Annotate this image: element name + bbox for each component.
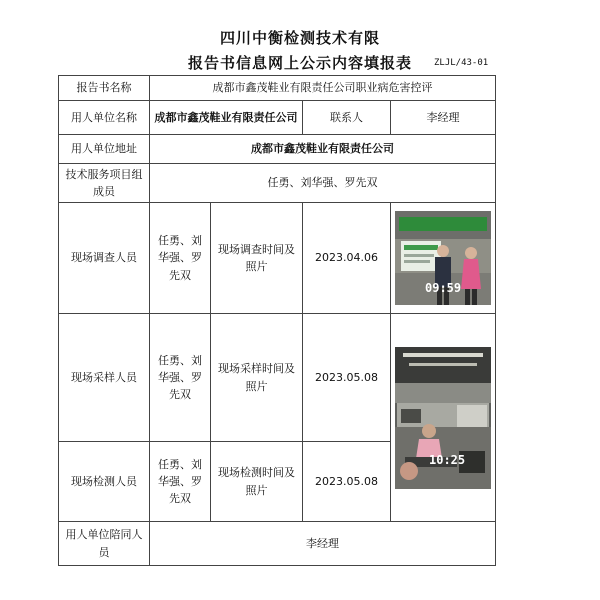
survey-date: 2023.04.06 xyxy=(303,203,391,314)
employer-value: 成都市鑫茂鞋业有限责任公司 xyxy=(150,101,303,135)
sampling-date: 2023.05.08 xyxy=(303,314,391,442)
testing-photo-time: 10:25 xyxy=(429,452,466,467)
survey-photo-time: 09:59 xyxy=(425,281,462,295)
survey-people: 任勇、刘华强、罗先双 xyxy=(150,203,211,314)
sampling-people: 任勇、刘华强、罗先双 xyxy=(150,314,211,442)
row-employer xyxy=(59,101,496,135)
survey-photo-cell xyxy=(391,203,496,314)
form-code: ZLJL/43-01 xyxy=(434,58,489,68)
testing-label: 现场检测人员 xyxy=(59,442,150,522)
report-name-label: 报告书名称 xyxy=(59,76,150,101)
survey-label: 现场调查人员 xyxy=(59,203,150,314)
contact-value: 李经理 xyxy=(391,101,496,135)
testing-people: 任勇、刘华强、罗先双 xyxy=(150,442,211,522)
row-report-name xyxy=(59,76,496,101)
row-address xyxy=(59,135,496,164)
sampling-time-label: 现场采样时间及照片 xyxy=(211,314,303,442)
org-title: 四川中衡检测技术有限 xyxy=(219,29,380,47)
row-team xyxy=(59,164,496,203)
team-label: 技术服务项目组成员 xyxy=(59,164,150,203)
sampling-label: 现场采样人员 xyxy=(59,314,150,442)
row-survey xyxy=(59,203,496,314)
survey-time-label: 现场调查时间及照片 xyxy=(211,203,303,314)
contact-label: 联系人 xyxy=(303,101,391,135)
companion-label: 用人单位陪同人员 xyxy=(59,522,150,566)
team-value: 任勇、刘华强、罗先双 xyxy=(150,164,496,203)
row-sampling xyxy=(59,314,496,442)
address-label: 用人单位地址 xyxy=(59,135,150,164)
companion-value: 李经理 xyxy=(150,522,496,566)
sampling-testing-photo xyxy=(395,347,491,489)
address-value: 成都市鑫茂鞋业有限责任公司 xyxy=(150,135,496,164)
testing-date: 2023.05.08 xyxy=(303,442,391,522)
testing-time-label: 现场检测时间及照片 xyxy=(211,442,303,522)
employer-label: 用人单位名称 xyxy=(59,101,150,135)
info-table xyxy=(58,75,496,566)
form-title: 报告书信息网上公示内容填报表 xyxy=(187,54,412,72)
report-name-value: 成都市鑫茂鞋业有限责任公司职业病危害控评 xyxy=(150,76,496,101)
survey-photo xyxy=(395,211,491,305)
sampling-testing-photo-cell xyxy=(391,314,496,522)
row-companion xyxy=(59,522,496,566)
